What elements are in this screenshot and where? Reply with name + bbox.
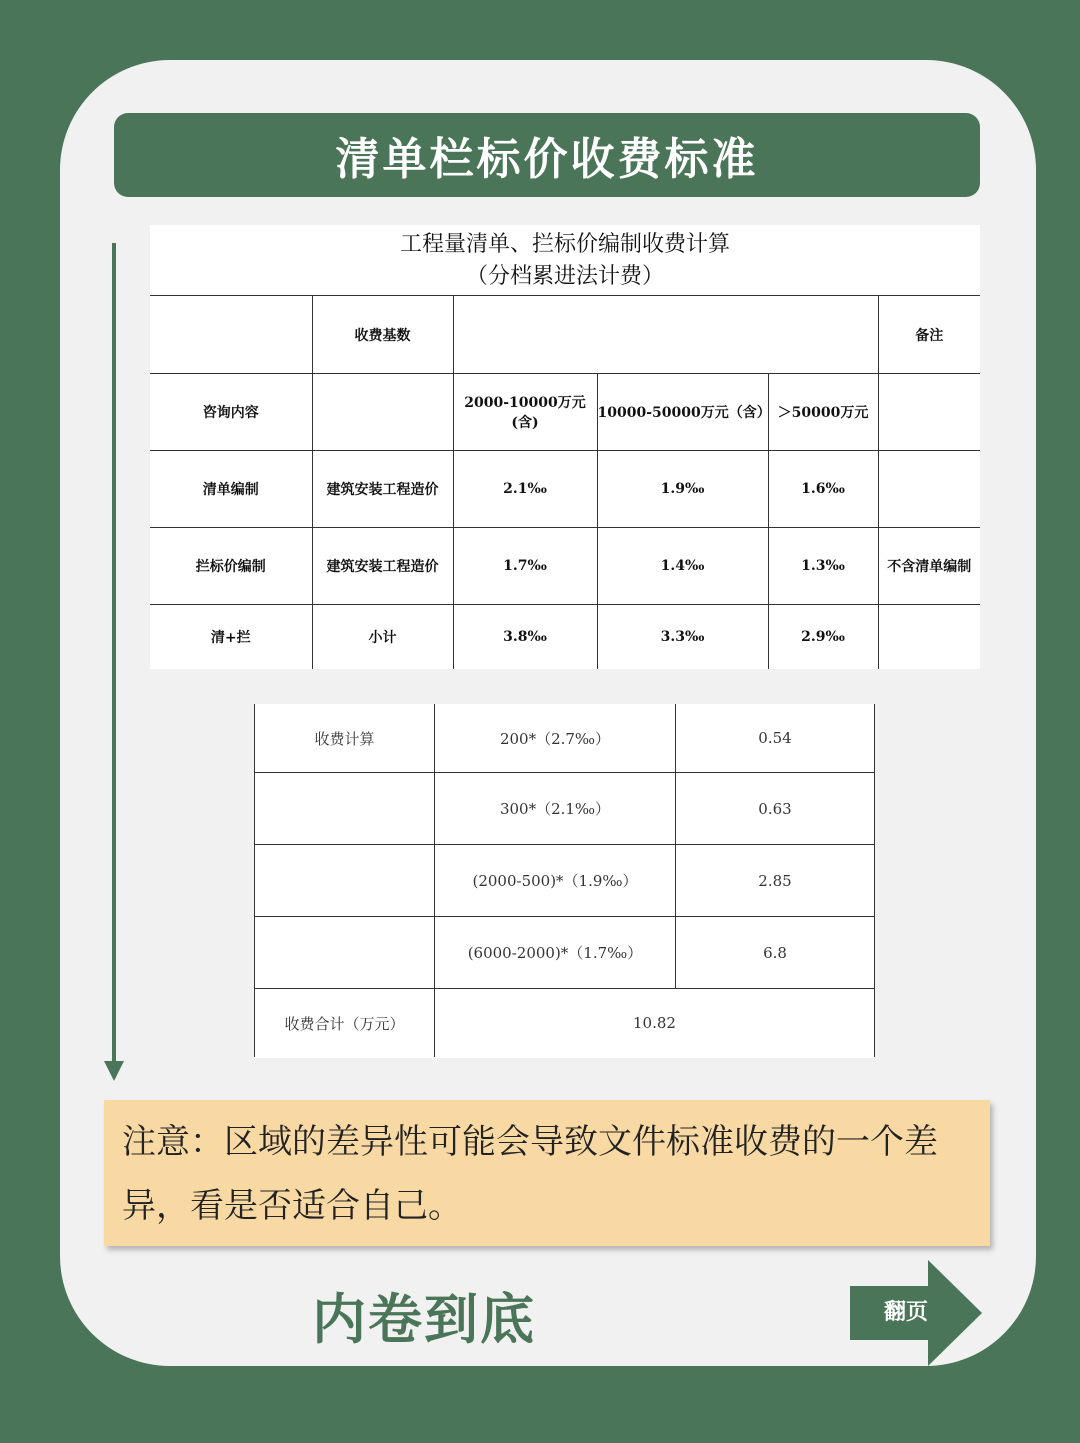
table-cell: 10000-50000万元（含）	[597, 374, 768, 451]
table-cell: 备注	[878, 296, 980, 374]
table-cell: 建筑安装工程造价	[312, 451, 453, 528]
table-row	[150, 374, 980, 451]
note-callout: 注意：区域的差异性可能会导致文件标准收费的一个差异，看是否适合自己。	[104, 1100, 990, 1246]
table-cell: 小计	[312, 605, 453, 670]
table-cell: (6000-2000)*（1.7‰）	[435, 917, 676, 989]
table-cell: 清+拦	[150, 605, 312, 670]
table-cell: 2.1‰	[453, 451, 597, 528]
table-row	[255, 773, 875, 845]
table-cell: 3.3‰	[597, 605, 768, 670]
table-cell	[878, 451, 980, 528]
table-cell	[255, 917, 435, 989]
table-cell: 咨询内容	[150, 374, 312, 451]
table-row	[255, 989, 875, 1058]
table-row	[150, 605, 980, 670]
table-cell	[255, 845, 435, 917]
footer-title: 内卷到底	[312, 1288, 536, 1351]
table-row	[255, 917, 875, 989]
table-cell: 1.6‰	[768, 451, 878, 528]
page-title: 清单栏标价收费标准	[114, 113, 980, 197]
fee-calculation-grid	[254, 704, 875, 1057]
fee-rate-grid	[150, 295, 980, 669]
table-cell: ＞50000万元	[768, 374, 878, 451]
table-title-line2: （分档累进法计费）	[465, 264, 664, 289]
table-title-line1: 工程量清单、拦标价编制收费计算	[399, 232, 730, 257]
next-page-button[interactable]	[850, 1260, 982, 1366]
table-cell: 2.85	[676, 845, 875, 917]
table-cell	[878, 374, 980, 451]
table-cell	[255, 773, 435, 845]
table-cell: (2000-500)*（1.9‰）	[435, 845, 676, 917]
table-cell	[878, 605, 980, 670]
table-cell	[150, 296, 312, 374]
table-row	[150, 528, 980, 605]
table-cell: 拦标价编制	[150, 528, 312, 605]
table-cell	[312, 374, 453, 451]
table-cell: 2.9‰	[768, 605, 878, 670]
table-row	[150, 451, 980, 528]
table-cell: 1.4‰	[597, 528, 768, 605]
table-cell: 1.9‰	[597, 451, 768, 528]
table-cell: 0.54	[676, 704, 875, 773]
total-label: 收费合计（万元）	[255, 989, 435, 1058]
table-cell: 收费基数	[312, 296, 453, 374]
arrow-down-icon	[104, 1061, 124, 1081]
table-row	[255, 845, 875, 917]
table-cell: 1.7‰	[453, 528, 597, 605]
fee-calculation-table	[254, 704, 874, 1058]
table-cell: 0.63	[676, 773, 875, 845]
table-cell: 300*（2.1‰）	[435, 773, 676, 845]
table-cell: 200*（2.7‰）	[435, 704, 676, 773]
table-cell: 2000-10000万元(含)	[453, 374, 597, 451]
table-cell: 6.8	[676, 917, 875, 989]
fee-standard-table	[150, 225, 980, 669]
table-cell	[453, 296, 878, 374]
scroll-arrow-line	[112, 243, 116, 1067]
table-cell: 清单编制	[150, 451, 312, 528]
table-row	[150, 296, 980, 374]
table-cell: 建筑安装工程造价	[312, 528, 453, 605]
table-cell: 不含清单编制	[878, 528, 980, 605]
next-page-label: 翻页	[883, 1300, 928, 1325]
table-row	[255, 704, 875, 773]
table-cell: 收费计算	[255, 704, 435, 773]
table-title	[150, 225, 980, 299]
table-cell: 3.8‰	[453, 605, 597, 670]
total-value: 10.82	[435, 989, 875, 1058]
table-cell: 1.3‰	[768, 528, 878, 605]
